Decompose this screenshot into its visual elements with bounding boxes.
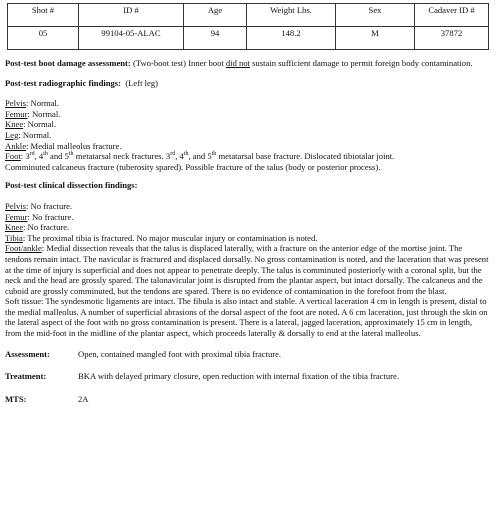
clinical-title: Post-test clinical dissection findings: (5, 180, 138, 191)
clin-tibia-value: : The proximal tibia is fractured. No major muscular injury or contamination is noted. (22, 232, 318, 243)
table-header-row (8, 4, 489, 27)
clin-foot-ankle (5, 243, 489, 296)
cell-sex: M (336, 27, 415, 50)
boot-text-a: (Two-boot test) Inner boot (130, 58, 226, 68)
clin-tibia-key: Tibia (5, 232, 23, 243)
cell-age: 94 (184, 27, 247, 50)
radio-ankle-value: : Medial malleolus fracture. (26, 140, 122, 151)
boot-assessment-title: Post-test boot damage assessment: (5, 58, 131, 68)
clin-pelvis-key: Pelvis (5, 200, 27, 211)
radio-foot (5, 151, 489, 162)
assessment-row (5, 349, 489, 360)
clin-knee-key: Knee (5, 222, 24, 233)
radio-femur-value: : Normal. (27, 108, 61, 119)
clin-femur (5, 212, 489, 223)
radio-pelvis (5, 98, 489, 109)
radiographic-findings (5, 98, 489, 172)
radio-ankle-key: Ankle (5, 140, 27, 151)
mts-row (5, 394, 489, 405)
clin-knee (5, 222, 489, 233)
document (5, 3, 489, 404)
radio-pelvis-key: Pelvis (5, 98, 27, 109)
assessment-value: Open, contained mangled foot with proximal tibia fracture. (78, 348, 282, 359)
radio-foot-line2: Comminuted calcaneus fracture (tuberosity spared). Possible fracture of the talus (body or posterior process). (5, 161, 381, 172)
mts-value: 2A (78, 393, 89, 404)
clin-pelvis (5, 201, 489, 212)
assessment-label: Assessment: (5, 348, 50, 359)
radio-knee-key: Knee (5, 119, 24, 130)
header-weight: Weight Lbs. (247, 4, 336, 27)
treatment-row (5, 371, 489, 382)
treatment-label: Treatment: (5, 371, 47, 382)
clin-femur-value: : No fracture. (27, 211, 74, 222)
clin-foot-key: Foot/ankle (5, 243, 42, 254)
cell-shot: 05 (8, 27, 79, 50)
header-sex: Sex (336, 4, 415, 27)
mts-label: MTS: (5, 393, 27, 404)
radio-leg (5, 130, 489, 141)
radio-knee (5, 119, 489, 130)
clin-tibia (5, 233, 489, 244)
radiographic-heading (5, 78, 489, 89)
treatment-value: BKA with delayed primary closure, open reduction with internal fixation of the tibia fracture. (78, 371, 399, 382)
header-cadaver-id: Cadaver ID # (415, 4, 489, 27)
radio-pelvis-value: : Normal. (26, 98, 59, 109)
radio-foot-value: : 3rd, 4th and 5th metatarsal neck fractures. 3rd, 4th, and 5th metatarsal base fracture. Dislocated tibiotalar joint. (20, 151, 395, 162)
clin-foot-value: : Medial dissection reveals that the talus is displaced laterally, with a fracture on the anterior edge of the mortise joint. The tendons remain intact. The navicular is fractured and displaced dorsally. No gross contamination is noted, and the laceration that was present at the time of injury is superficial and does not appear to penetrate deeply. The talus is comminuted posteriorly with a coronal split, but the neck and the head are grossly spared. The talonavicular joint is disrupted from the plantar aspect, but intact dorsally. The calcaneus and the cuboid are grossly comminuted, but the tendons are spared. There is no evidence of contamination in the forefoot from the blast. (5, 243, 489, 296)
radio-ankle (5, 141, 489, 152)
header-age: Age (184, 4, 247, 27)
radiographic-title: Post-test radiographic findings: (5, 77, 122, 88)
cell-weight: 148.2 (247, 27, 336, 50)
clin-femur-key: Femur (5, 211, 28, 222)
radiographic-subtitle: (Left leg) (125, 77, 158, 88)
header-id: ID # (79, 4, 184, 27)
radio-knee-value: : Normal. (23, 119, 57, 130)
header-shot: Shot # (8, 4, 79, 27)
boot-text-b: sustain sufficient damage to permit foreign body contamination. (250, 58, 473, 68)
clin-soft-tissue: Soft tissue: The syndesmotic ligaments are intact. The fibula is also intact and stable. A vertical laceration 4 cm in length is present, distal to the medial malleolus. A number of superficial abrasions of the dorsal aspect of the foot are noted. A 6 cm laceration, just through the skin on the lateral aspect of the foot with no gross contamination is present. There is a lateral, jagged laceration, approximately 15 cm in length, from the mid-foot in the midline of the plantar aspect, which proceeds laterally & dorsally to end at the lateral malleolus. (5, 296, 488, 339)
table-row (8, 27, 489, 50)
radio-leg-key: Leg (5, 129, 19, 140)
radio-femur-key: Femur (5, 108, 28, 119)
clinical-findings (5, 201, 489, 339)
cell-id: 99104-05-ALAC (79, 27, 184, 50)
boot-assessment (5, 58, 489, 69)
cell-cadaver-id: 37872 (415, 27, 489, 50)
clin-knee-value: : No fracture. (23, 222, 70, 233)
boot-text-underlined: did not (225, 58, 251, 68)
radio-femur (5, 109, 489, 120)
specimen-table (7, 3, 489, 50)
radio-leg-value: : Normal. (18, 129, 52, 140)
clin-pelvis-value: : No fracture. (26, 200, 73, 211)
radio-foot-key: Foot (5, 151, 21, 162)
